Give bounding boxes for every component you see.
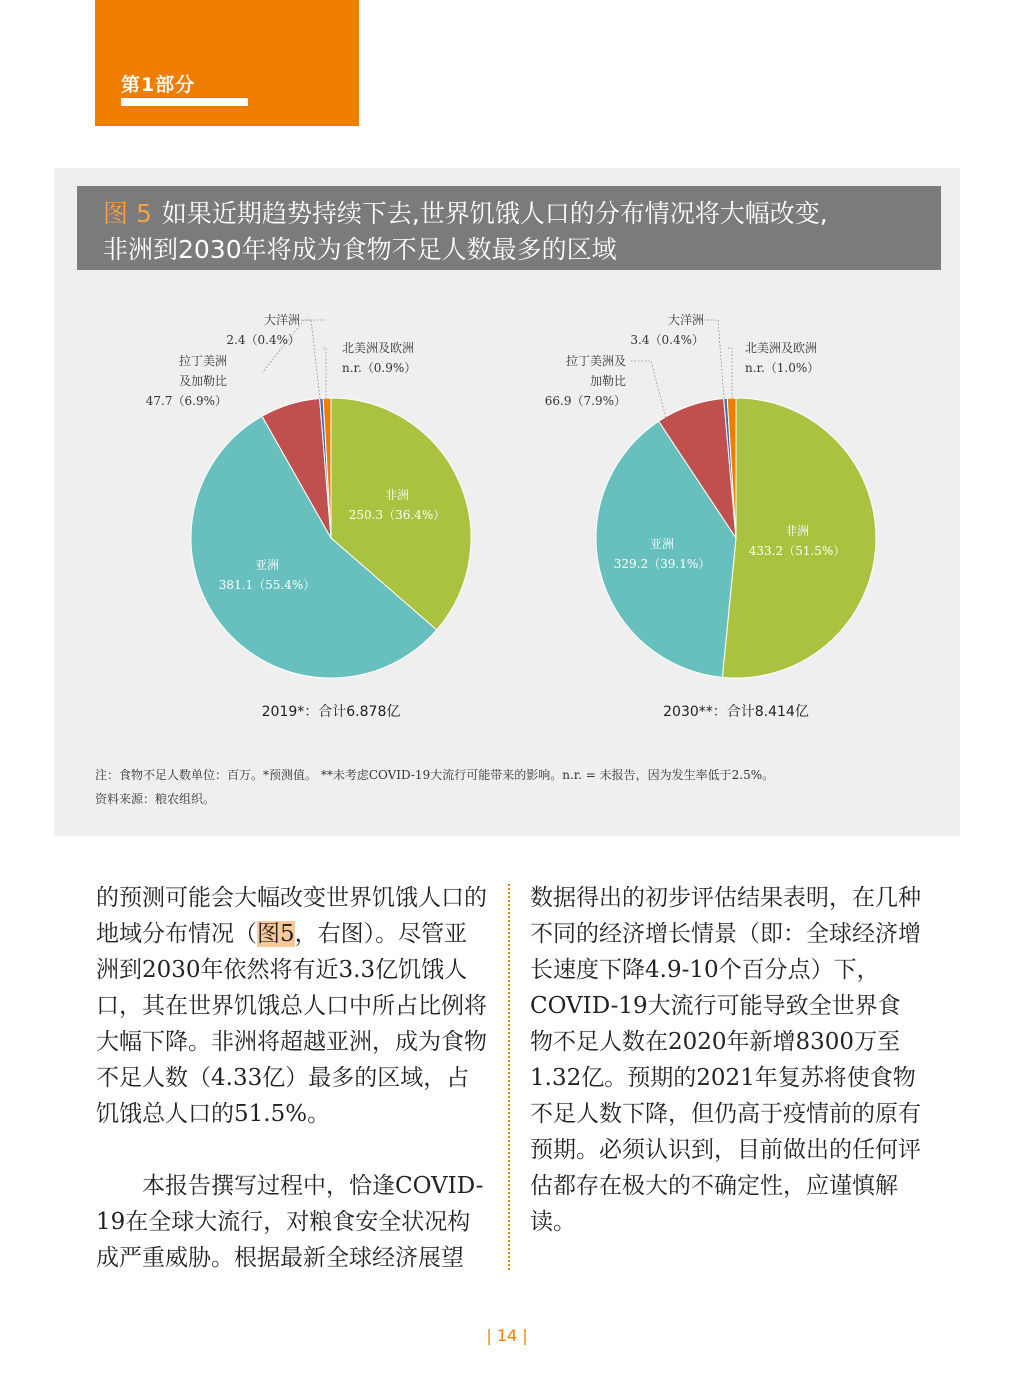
paragraph-right-1: 数据得出的初步评估结果表明，在几种不同的经济增长情景（即：全球经济增长速度下降4.9-10个百分点）下，COVID-19大流行可能导致全世界食物不足人数在2020年新增8300万至1.32亿。预期的2021年复苏将使食物不足人数下降，但仍高于疫情前的原有预期。必须认识到，目前做出的任何评估都存在极大的不确定性，应谨慎解读。 [530,885,921,1235]
label-oceania-value-2030: 3.4（0.4%） [630,333,704,347]
leader-oceania-2030 [704,320,724,399]
label-na-name-2019: 北美洲及欧洲 [342,341,415,355]
labels-2030 [545,312,819,408]
pie-chart-2030 [596,398,876,678]
chart-title-2019: 2019*：合计6.878亿 [261,704,401,720]
label-na-value-2030: n.r.（1.0%） [745,361,820,375]
page-number: | 14 | [486,1326,528,1345]
label-asia-value-2019: 381.1（55.4%） [218,578,316,592]
figure-box [54,168,960,836]
figure-source: 资料来源：粮农组织。 [95,792,216,806]
label-asia-value-2030: 329.2（39.1%） [613,557,711,571]
section-label: 第1部分 [121,74,196,96]
label-na-value-2019: n.r.（0.9%） [342,361,417,375]
label-africa-name-2030: 非洲 [784,524,810,538]
paragraph-left-2: 本报告撰写过程中，恰逢COVID-19在全球大流行，对粮食安全状况构成严重威胁。根据最新全球经济展望 [96,1173,484,1271]
figure-title-line1: 如果近期趋势持续下去,世界饥饿人口的分布情况将大幅改变, [161,199,828,228]
label-oceania-value-2019: 2.4（0.4%） [226,333,300,347]
leader-oceania-2019 [301,320,320,399]
pie-chart-2019 [191,398,471,678]
figure-title-line2: 非洲到2030年将成为食物不足人数最多的区域 [103,235,617,264]
label-oceania-name-2030: 大洋洲 [667,313,704,327]
label-na-name-2030: 北美洲及欧洲 [745,341,818,355]
column-divider [508,884,510,1270]
labels-2019 [146,312,416,408]
leader-na-2030 [728,348,732,399]
label-africa-value-2019: 250.3（36.4%） [348,508,446,522]
label-asia-name-2019: 亚洲 [254,558,280,572]
label-latam-value-2030: 66.9（7.9%） [544,394,626,408]
label-latam-value-2019: 47.7（6.9%） [145,394,227,408]
label-africa-name-2019: 非洲 [384,488,410,502]
figure-number: 图 5 [103,199,152,228]
chart-title-2030: 2030**：合计8.414亿 [663,704,809,720]
pie-charts [54,168,960,748]
label-oceania-name-2019: 大洋洲 [263,313,300,327]
section-underline [121,98,248,106]
paragraph-left-1: 的预测可能会大幅改变世界饥饿人口的地域分布情况（图5，右图）。尽管亚洲到2030年依然将有近3.3亿饥饿人口，其在世界饥饿总人口中所占比例将大幅下降。非洲将超越亚洲，成为食物不足人数（4.33亿）最多的区域，占饥饿总人口的51.5%。 [96,885,487,1127]
label-asia-name-2030: 亚洲 [649,537,675,551]
figure-reference-link[interactable]: 图5 [257,921,295,947]
leader-latam-2030 [631,361,667,422]
figure-note: 注：食物不足人数单位：百万。*预测值。 **未考虑COVID-19大流行可能带来的影响。n.r. = 未报告，因为发生率低于2.5%。 [95,768,775,782]
leader-na-2019 [323,348,326,399]
label-latam-line2-2019: 及加勒比 [178,374,227,388]
label-latam-line2-2030: 加勒比 [589,374,626,388]
label-latam-line1-2019: 拉丁美洲 [178,354,227,368]
pie-slice-africa-1 [722,398,876,678]
body-column-right [530,880,922,1240]
label-latam-line1-2030: 拉丁美洲及 [565,354,626,368]
label-africa-value-2030: 433.2（51.5%） [748,544,846,558]
body-column-left [96,880,488,1276]
section-tab [95,0,359,126]
